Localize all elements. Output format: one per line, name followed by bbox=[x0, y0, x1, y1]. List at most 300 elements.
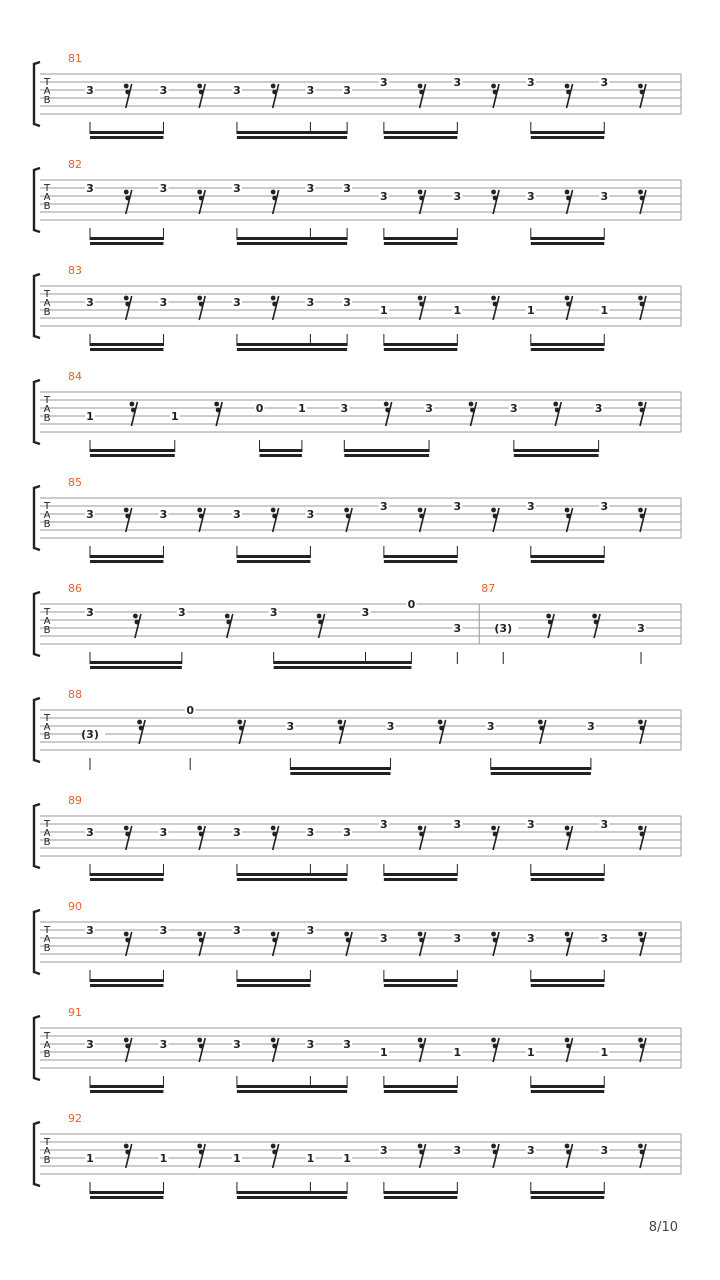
measure-number: 91 bbox=[68, 1006, 82, 1019]
fret-number: 3 bbox=[510, 402, 518, 415]
beam bbox=[90, 1196, 163, 1199]
fret-number: 1 bbox=[600, 1046, 609, 1059]
fret-number: 3 bbox=[306, 84, 315, 97]
sixteenth-rest bbox=[592, 614, 600, 638]
fret-number: 3 bbox=[587, 720, 595, 733]
beam bbox=[384, 560, 457, 563]
sixteenth-rest bbox=[197, 508, 205, 532]
fret-number: 3 bbox=[306, 508, 315, 521]
tab-clef-letter: A bbox=[43, 616, 51, 627]
fret-number: 3 bbox=[453, 76, 462, 89]
fret-number: 3 bbox=[233, 508, 241, 521]
beam bbox=[344, 449, 429, 452]
beam bbox=[290, 767, 390, 770]
fret-number: 3 bbox=[233, 924, 241, 937]
beam bbox=[90, 873, 163, 876]
beam bbox=[90, 449, 175, 452]
fret-number: 3 bbox=[306, 182, 315, 195]
fret-number: 1 bbox=[380, 304, 388, 317]
system-bracket bbox=[34, 804, 40, 868]
measure-number: 84 bbox=[68, 370, 82, 383]
tab-clef-letter: A bbox=[43, 510, 51, 521]
fret-number: 3 bbox=[526, 932, 535, 945]
fret-number: 3 bbox=[453, 622, 462, 635]
sixteenth-rest bbox=[124, 932, 132, 956]
beam bbox=[384, 1196, 457, 1199]
fret-number: 3 bbox=[159, 924, 168, 937]
system-bracket bbox=[34, 274, 40, 338]
beam bbox=[274, 666, 412, 669]
fret-number: 3 bbox=[600, 76, 609, 89]
fret-number: 3 bbox=[159, 296, 168, 309]
sixteenth-rest bbox=[124, 508, 132, 532]
tab-clef-letter: A bbox=[43, 1146, 51, 1157]
fret-number: 3 bbox=[594, 402, 603, 415]
tab-clef-letter: A bbox=[43, 86, 51, 97]
beam bbox=[531, 136, 604, 139]
sixteenth-rest bbox=[271, 826, 279, 850]
fret-number: 3 bbox=[343, 296, 351, 309]
sixteenth-rest bbox=[418, 1144, 426, 1168]
fret-number: 3 bbox=[526, 76, 535, 89]
beam bbox=[237, 1191, 347, 1194]
sixteenth-rest bbox=[538, 720, 546, 744]
sixteenth-rest bbox=[638, 1038, 646, 1062]
beam bbox=[237, 1196, 347, 1199]
fret-number: 1 bbox=[233, 1152, 241, 1165]
sixteenth-rest bbox=[638, 296, 646, 320]
sixteenth-rest bbox=[638, 508, 646, 532]
fret-number: 0 bbox=[255, 402, 264, 415]
sixteenth-rest bbox=[638, 84, 646, 108]
fret-number: 3 bbox=[159, 826, 168, 839]
fret-number: 3 bbox=[340, 402, 349, 415]
fret-number: 3 bbox=[306, 826, 315, 839]
beam bbox=[274, 661, 412, 664]
fret-number: 3 bbox=[178, 606, 186, 619]
sixteenth-rest bbox=[197, 1144, 205, 1168]
fret-number: 1 bbox=[86, 1152, 94, 1165]
beam bbox=[531, 984, 604, 987]
fret-number: 3 bbox=[526, 500, 535, 513]
beam bbox=[90, 984, 163, 987]
fret-number: 3 bbox=[600, 818, 609, 831]
sixteenth-rest bbox=[338, 720, 346, 744]
beam bbox=[237, 1090, 347, 1093]
tab-clef-letter: B bbox=[43, 1155, 51, 1166]
sixteenth-rest bbox=[271, 190, 279, 214]
fret-number: 3 bbox=[306, 924, 315, 937]
beam bbox=[384, 979, 457, 982]
beam bbox=[384, 348, 457, 351]
beam bbox=[290, 772, 390, 775]
fret-number: 3 bbox=[453, 1144, 462, 1157]
sixteenth-rest bbox=[124, 1038, 132, 1062]
beam bbox=[237, 979, 310, 982]
system-bracket bbox=[34, 380, 40, 444]
sixteenth-rest bbox=[214, 402, 222, 426]
system-bracket bbox=[34, 1122, 40, 1186]
beam bbox=[237, 136, 347, 139]
fret-number: 3 bbox=[233, 826, 241, 839]
beam bbox=[90, 343, 163, 346]
fret-number: 1 bbox=[526, 304, 535, 317]
measure-number: 88 bbox=[68, 688, 82, 701]
tab-clef-letter: T bbox=[43, 395, 51, 406]
beam bbox=[384, 873, 457, 876]
fret-number: 3 bbox=[526, 1144, 535, 1157]
beam bbox=[344, 454, 429, 457]
fret-number: 3 bbox=[453, 818, 462, 831]
tab-clef-letter: B bbox=[43, 307, 51, 318]
sixteenth-rest bbox=[565, 1144, 573, 1168]
beam bbox=[237, 131, 347, 134]
fret-number: 3 bbox=[269, 606, 278, 619]
sixteenth-rest bbox=[237, 720, 245, 744]
beam bbox=[90, 560, 163, 563]
beam bbox=[384, 878, 457, 881]
fret-number: 3 bbox=[159, 182, 168, 195]
sixteenth-rest bbox=[197, 84, 205, 108]
tab-clef-letter: T bbox=[43, 925, 51, 936]
measure-number: 92 bbox=[68, 1112, 82, 1125]
fret-number: 3 bbox=[380, 932, 388, 945]
measure-number: 86 bbox=[68, 582, 82, 595]
fret-number: 1 bbox=[159, 1152, 168, 1165]
sixteenth-rest bbox=[124, 190, 132, 214]
fret-number: 1 bbox=[453, 304, 462, 317]
measure-number: 82 bbox=[68, 158, 82, 171]
sixteenth-rest bbox=[271, 932, 279, 956]
fret-number: 3 bbox=[306, 1038, 315, 1051]
fret-number: 3 bbox=[380, 500, 388, 513]
beam bbox=[90, 136, 163, 139]
tab-clef-letter: B bbox=[43, 625, 51, 636]
sixteenth-rest bbox=[565, 826, 573, 850]
tab-clef-letter: T bbox=[43, 819, 51, 830]
sixteenth-rest bbox=[271, 508, 279, 532]
sixteenth-rest bbox=[491, 190, 499, 214]
beam bbox=[90, 661, 182, 664]
beam bbox=[531, 873, 604, 876]
beam bbox=[384, 1191, 457, 1194]
fret-number: 3 bbox=[386, 720, 395, 733]
sixteenth-rest bbox=[638, 932, 646, 956]
beam bbox=[491, 767, 591, 770]
beam bbox=[531, 242, 604, 245]
fret-number: 1 bbox=[526, 1046, 535, 1059]
fret-number: 3 bbox=[380, 76, 388, 89]
system-bracket bbox=[34, 592, 40, 656]
sixteenth-rest bbox=[344, 932, 352, 956]
fret-number: 3 bbox=[486, 720, 495, 733]
tab-clef-letter: T bbox=[43, 77, 51, 88]
fret-number: 3 bbox=[86, 296, 94, 309]
fret-number: 3 bbox=[600, 500, 609, 513]
beam bbox=[531, 878, 604, 881]
sixteenth-rest bbox=[197, 190, 205, 214]
sixteenth-rest bbox=[638, 402, 646, 426]
tab-clef-letter: T bbox=[43, 289, 51, 300]
sixteenth-rest bbox=[124, 296, 132, 320]
sixteenth-rest bbox=[469, 402, 477, 426]
fret-number: 3 bbox=[526, 818, 535, 831]
tab-clef-letter: B bbox=[43, 201, 51, 212]
tab-clef-letter: T bbox=[43, 183, 51, 194]
beam bbox=[384, 555, 457, 558]
fret-number: (3) bbox=[494, 622, 513, 635]
tab-clef-letter: T bbox=[43, 607, 51, 618]
tab-clef-letter: A bbox=[43, 298, 51, 309]
beam bbox=[384, 136, 457, 139]
fret-number: 3 bbox=[86, 1038, 94, 1051]
sixteenth-rest bbox=[124, 84, 132, 108]
sixteenth-rest bbox=[384, 402, 392, 426]
fret-number: 3 bbox=[453, 500, 462, 513]
beam bbox=[514, 449, 599, 452]
beam bbox=[531, 1196, 604, 1199]
sixteenth-rest bbox=[565, 1038, 573, 1062]
beam bbox=[90, 1085, 163, 1088]
fret-number: 1 bbox=[453, 1046, 462, 1059]
fret-number: 1 bbox=[170, 410, 179, 423]
tab-clef-letter: T bbox=[43, 1031, 51, 1042]
system-bracket bbox=[34, 910, 40, 974]
fret-number: 3 bbox=[159, 1038, 168, 1051]
sixteenth-rest bbox=[271, 296, 279, 320]
system-bracket bbox=[34, 168, 40, 232]
beam bbox=[90, 1191, 163, 1194]
sixteenth-rest bbox=[418, 826, 426, 850]
tab-clef-letter: T bbox=[43, 713, 51, 724]
fret-number: 3 bbox=[86, 84, 94, 97]
sixteenth-rest bbox=[638, 720, 646, 744]
beam bbox=[384, 1085, 457, 1088]
beam bbox=[384, 1090, 457, 1093]
sixteenth-rest bbox=[197, 296, 205, 320]
beam bbox=[90, 242, 163, 245]
beam bbox=[237, 873, 347, 876]
beam bbox=[514, 454, 599, 457]
tab-clef-letter: B bbox=[43, 731, 51, 742]
sixteenth-rest bbox=[491, 932, 499, 956]
sixteenth-rest bbox=[418, 190, 426, 214]
fret-number: 3 bbox=[233, 296, 241, 309]
sixteenth-rest bbox=[565, 296, 573, 320]
sixteenth-rest bbox=[565, 508, 573, 532]
fret-number: 1 bbox=[86, 410, 94, 423]
sixteenth-rest bbox=[491, 508, 499, 532]
sixteenth-rest bbox=[491, 1038, 499, 1062]
tab-clef-letter: B bbox=[43, 837, 51, 848]
tab-clef-letter: B bbox=[43, 943, 51, 954]
tab-clef-letter: A bbox=[43, 934, 51, 945]
fret-number: 3 bbox=[600, 1144, 609, 1157]
sixteenth-rest bbox=[271, 1038, 279, 1062]
beam bbox=[531, 348, 604, 351]
fret-number: 3 bbox=[361, 606, 370, 619]
measure-number: 87 bbox=[481, 582, 496, 595]
sixteenth-rest bbox=[197, 932, 205, 956]
sixteenth-rest bbox=[438, 720, 446, 744]
fret-number: 1 bbox=[343, 1152, 351, 1165]
beam bbox=[531, 979, 604, 982]
tab-clef-letter: B bbox=[43, 519, 51, 530]
beam bbox=[384, 343, 457, 346]
sixteenth-rest bbox=[491, 296, 499, 320]
sixteenth-rest bbox=[418, 1038, 426, 1062]
beam bbox=[90, 454, 175, 457]
measure-number: 90 bbox=[68, 900, 82, 913]
beam bbox=[384, 131, 457, 134]
fret-number: 3 bbox=[233, 84, 241, 97]
sixteenth-rest bbox=[197, 1038, 205, 1062]
sixteenth-rest bbox=[565, 932, 573, 956]
beam bbox=[531, 1085, 604, 1088]
beam bbox=[237, 343, 347, 346]
fret-number: 3 bbox=[380, 1144, 388, 1157]
beam bbox=[491, 772, 591, 775]
system-bracket bbox=[34, 1016, 40, 1080]
sixteenth-rest bbox=[491, 826, 499, 850]
system-bracket bbox=[34, 62, 40, 126]
beam bbox=[237, 242, 347, 245]
fret-number: 3 bbox=[86, 182, 94, 195]
tab-clef-letter: A bbox=[43, 192, 51, 203]
system-bracket bbox=[34, 698, 40, 762]
fret-number: 0 bbox=[407, 598, 416, 611]
sixteenth-rest bbox=[491, 84, 499, 108]
beam bbox=[90, 878, 163, 881]
sixteenth-rest bbox=[133, 614, 141, 638]
sixteenth-rest bbox=[124, 826, 132, 850]
beam bbox=[531, 1090, 604, 1093]
beam bbox=[237, 237, 347, 240]
beam bbox=[260, 449, 302, 452]
tab-clef-letter: B bbox=[43, 413, 51, 424]
fret-number: 3 bbox=[86, 508, 94, 521]
beam bbox=[384, 984, 457, 987]
fret-number: 3 bbox=[637, 622, 645, 635]
sixteenth-rest bbox=[553, 402, 561, 426]
beam bbox=[384, 242, 457, 245]
sixteenth-rest bbox=[271, 1144, 279, 1168]
fret-number: 3 bbox=[306, 296, 315, 309]
sixteenth-rest bbox=[129, 402, 137, 426]
beam bbox=[90, 131, 163, 134]
fret-number: 0 bbox=[186, 704, 195, 717]
sixteenth-rest bbox=[565, 190, 573, 214]
sixteenth-rest bbox=[418, 508, 426, 532]
tab-clef-letter: T bbox=[43, 501, 51, 512]
beam bbox=[531, 131, 604, 134]
fret-number: 1 bbox=[298, 402, 306, 415]
system-bracket bbox=[34, 486, 40, 550]
sixteenth-rest bbox=[225, 614, 233, 638]
sixteenth-rest bbox=[638, 190, 646, 214]
sixteenth-rest bbox=[638, 826, 646, 850]
measure-number: 83 bbox=[68, 264, 82, 277]
beam bbox=[237, 984, 310, 987]
fret-number: 3 bbox=[343, 84, 351, 97]
beam bbox=[90, 348, 163, 351]
tab-clef-letter: A bbox=[43, 722, 51, 733]
fret-number: 1 bbox=[306, 1152, 315, 1165]
beam bbox=[237, 878, 347, 881]
fret-number: 3 bbox=[453, 190, 462, 203]
fret-number: 3 bbox=[286, 720, 295, 733]
measure-number: 85 bbox=[68, 476, 82, 489]
tab-clef-letter: B bbox=[43, 95, 51, 106]
sixteenth-rest bbox=[418, 932, 426, 956]
beam bbox=[531, 560, 604, 563]
sixteenth-rest bbox=[271, 84, 279, 108]
fret-number: 3 bbox=[233, 182, 241, 195]
sixteenth-rest bbox=[565, 84, 573, 108]
fret-number: 3 bbox=[380, 818, 388, 831]
beam bbox=[531, 237, 604, 240]
sixteenth-rest bbox=[638, 1144, 646, 1168]
fret-number: 3 bbox=[86, 924, 94, 937]
fret-number: 3 bbox=[453, 932, 462, 945]
sixteenth-rest bbox=[418, 84, 426, 108]
sixteenth-rest bbox=[418, 296, 426, 320]
beam bbox=[90, 555, 163, 558]
beam bbox=[531, 555, 604, 558]
fret-number: 3 bbox=[343, 182, 351, 195]
beam bbox=[237, 560, 310, 563]
fret-number: 3 bbox=[159, 508, 168, 521]
beam bbox=[237, 555, 310, 558]
beam bbox=[237, 348, 347, 351]
beam bbox=[260, 454, 302, 457]
tab-clef-letter: T bbox=[43, 1137, 51, 1148]
page-number: 8/10 bbox=[648, 1220, 678, 1235]
fret-number: 3 bbox=[343, 826, 351, 839]
sixteenth-rest bbox=[317, 614, 325, 638]
sixteenth-rest bbox=[344, 508, 352, 532]
fret-number: 3 bbox=[343, 1038, 351, 1051]
fret-number: 3 bbox=[159, 84, 168, 97]
beam bbox=[90, 1090, 163, 1093]
beam bbox=[384, 237, 457, 240]
fret-number: (3) bbox=[81, 728, 99, 741]
sixteenth-rest bbox=[491, 1144, 499, 1168]
fret-number: 3 bbox=[425, 402, 433, 415]
beam bbox=[90, 237, 163, 240]
fret-number: 1 bbox=[600, 304, 609, 317]
sixteenth-rest bbox=[124, 1144, 132, 1168]
tab-clef-letter: A bbox=[43, 404, 51, 415]
sixteenth-rest bbox=[137, 720, 145, 744]
beam bbox=[531, 343, 604, 346]
fret-number: 3 bbox=[380, 190, 388, 203]
fret-number: 3 bbox=[86, 826, 94, 839]
fret-number: 3 bbox=[600, 932, 609, 945]
beam bbox=[237, 1085, 347, 1088]
fret-number: 3 bbox=[526, 190, 535, 203]
beam bbox=[90, 979, 163, 982]
sixteenth-rest bbox=[546, 614, 554, 638]
fret-number: 3 bbox=[600, 190, 609, 203]
fret-number: 3 bbox=[86, 606, 94, 619]
beam bbox=[531, 1191, 604, 1194]
beam bbox=[90, 666, 182, 669]
tab-clef-letter: A bbox=[43, 828, 51, 839]
fret-number: 3 bbox=[233, 1038, 241, 1051]
tab-clef-letter: B bbox=[43, 1049, 51, 1060]
measure-number: 81 bbox=[68, 52, 82, 65]
